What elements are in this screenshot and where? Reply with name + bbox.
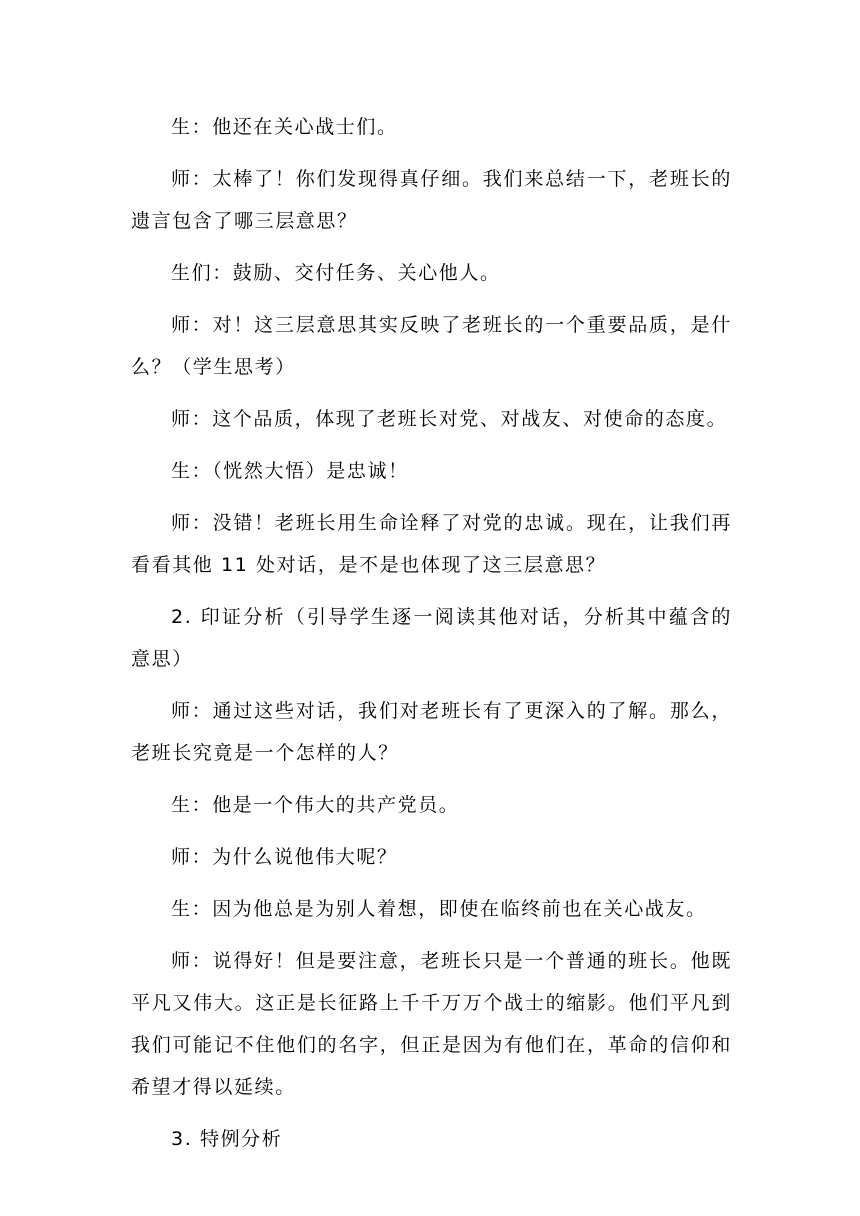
- paragraph-students-three-meanings: 生们：鼓励、交付任务、关心他人。: [171, 262, 501, 284]
- paragraph-teacher-attitude: 师：这个品质，体现了老班长对党、对战友、对使命的态度。: [171, 408, 728, 430]
- paragraph-student-loyalty: 生：（恍然大悟）是忠诚！: [171, 460, 409, 482]
- paragraph-teacher-summary-question: 师：太棒了！你们发现得真仔细。我们来总结一下，老班长的遗言包含了哪三层意思？: [131, 168, 732, 232]
- paragraph-student-caring: 生：他还在关心战士们。: [171, 116, 398, 138]
- paragraph-teacher-ordinary-great: 师：说得好！但是要注意，老班长只是一个普通的班长。他既平凡又伟大。这正是长征路上千千万万个战士的缩影。他们平凡到我们可能记不住他们的名字，但正是因为有他们在，革命的信仰和希望才得以延续。: [131, 950, 732, 1098]
- paragraph-student-reason: 生：因为他总是为别人着想，即使在临终前也在关心战友。: [171, 898, 707, 920]
- paragraph-teacher-why-great: 师：为什么说他伟大呢？: [171, 846, 398, 868]
- paragraph-teacher-what-person: 师：通过这些对话，我们对老班长有了更深入的了解。那么，老班长究竟是一个怎样的人？: [131, 700, 732, 764]
- document-body: [131, 106, 732, 1170]
- paragraph-student-great-member: 生：他是一个伟大的共产党员。: [171, 794, 460, 816]
- section-heading-special-case-analysis: 3. 特例分析: [171, 1128, 283, 1150]
- paragraph-teacher-quality-question: 师：对！这三层意思其实反映了老班长的一个重要品质，是什么？（学生思考）: [131, 314, 732, 378]
- section-heading-verification-analysis: 2. 印证分析（引导学生逐一阅读其他对话，分析其中蕴含的意思）: [131, 606, 732, 670]
- paragraph-teacher-other-dialogues: 师：没错！老班长用生命诠释了对党的忠诚。现在，让我们再看看其他 11 处对话，是不是也体现了这三层意思？: [131, 512, 732, 576]
